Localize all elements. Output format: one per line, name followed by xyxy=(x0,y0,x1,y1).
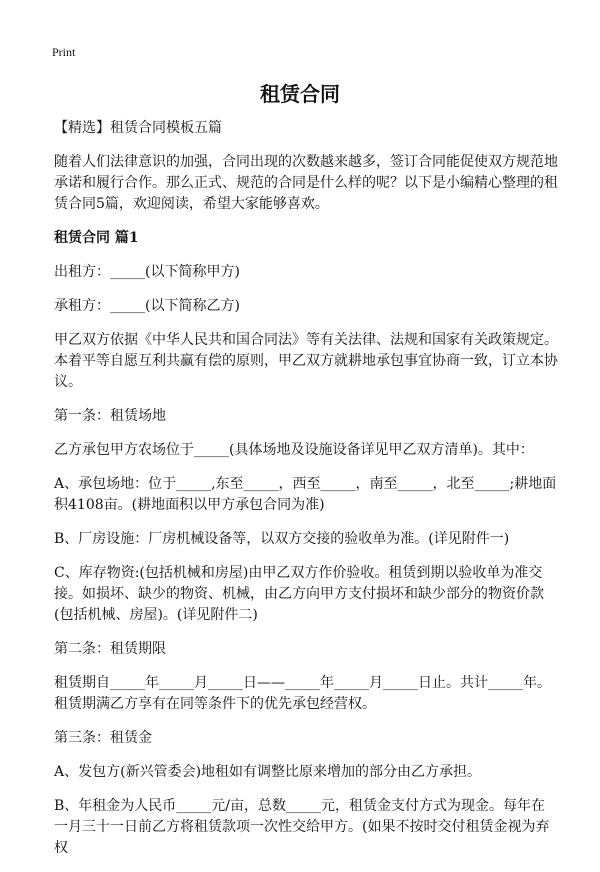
article-2-heading: 第二条：租赁期限 xyxy=(54,641,166,657)
document-subtitle: 【精选】租赁合同模板五篇 xyxy=(54,120,222,136)
paragraph-preamble: 甲乙双方依据《中华人民共和国合同法》等有关法律、法规和国家有关政策规定。本着平等自愿互利共赢有偿的原则，甲乙双方就耕地承包事宜协商一致，订立本协议。 xyxy=(54,332,558,390)
document-body xyxy=(54,118,558,872)
paragraph-lessee: 承租方：_____(以下简称乙方) xyxy=(54,298,240,314)
paragraph-rent-a: A、发包方(新兴管委会)地租如有调整比原来增加的部分由乙方承担。 xyxy=(54,764,482,780)
document-title: 租赁合同 xyxy=(260,82,340,106)
print-link[interactable]: Print xyxy=(52,45,76,59)
paragraph-item-b: B、厂房设施：厂房机械设备等，以双方交接的验收单为准。(详见附件一) xyxy=(54,531,510,547)
paragraph-item-c: C、库存物资:(包括机械和房屋)由甲乙双方作价验收。租赁到期以验收单为准交接。如损坏、缺少的物资、机械，由乙方向甲方支付损坏和缺少部分的物资价款(包括机械、房屋)。(详见附件二) xyxy=(54,565,544,623)
section-heading: 租赁合同 篇1 xyxy=(54,230,139,246)
paragraph-item-a: A、承包场地：位于_____,东至_____，西至_____，南至_____，北至_____;耕地面积4108亩。(耕地面积以甲方承包合同为准) xyxy=(54,476,557,513)
paragraph-rent-b: B、年租金为人民币_____元/亩，总数_____元，租赁金支付方式为现金。每年在一月三十一日前乙方将租赁款项一次性交给甲方。(如果不按时交付租赁金视为弃权 xyxy=(54,798,550,856)
intro-paragraph: 随着人们法律意识的加强，合同出现的次数越来越多，签订合同能促使双方规范地承诺和履行合作。那么正式、规范的合同是什么样的呢？以下是小编精心整理的租赁合同5篇，欢迎阅读，希望大家能够喜欢。 xyxy=(54,154,558,212)
paragraph-term: 租赁期自_____年_____月_____日——_____年_____月_____日止。共计_____年。租赁期满乙方享有在同等条件下的优先承包经营权。 xyxy=(54,675,551,712)
article-1-heading: 第一条：租赁场地 xyxy=(54,408,166,424)
paragraph-lessor: 出租方：_____(以下简称甲方) xyxy=(54,264,240,280)
paragraph-location: 乙方承包甲方农场位于_____(具体场地及设施设备详见甲乙双方清单)。其中： xyxy=(54,442,534,458)
article-3-heading: 第三条：租赁金 xyxy=(54,730,152,746)
